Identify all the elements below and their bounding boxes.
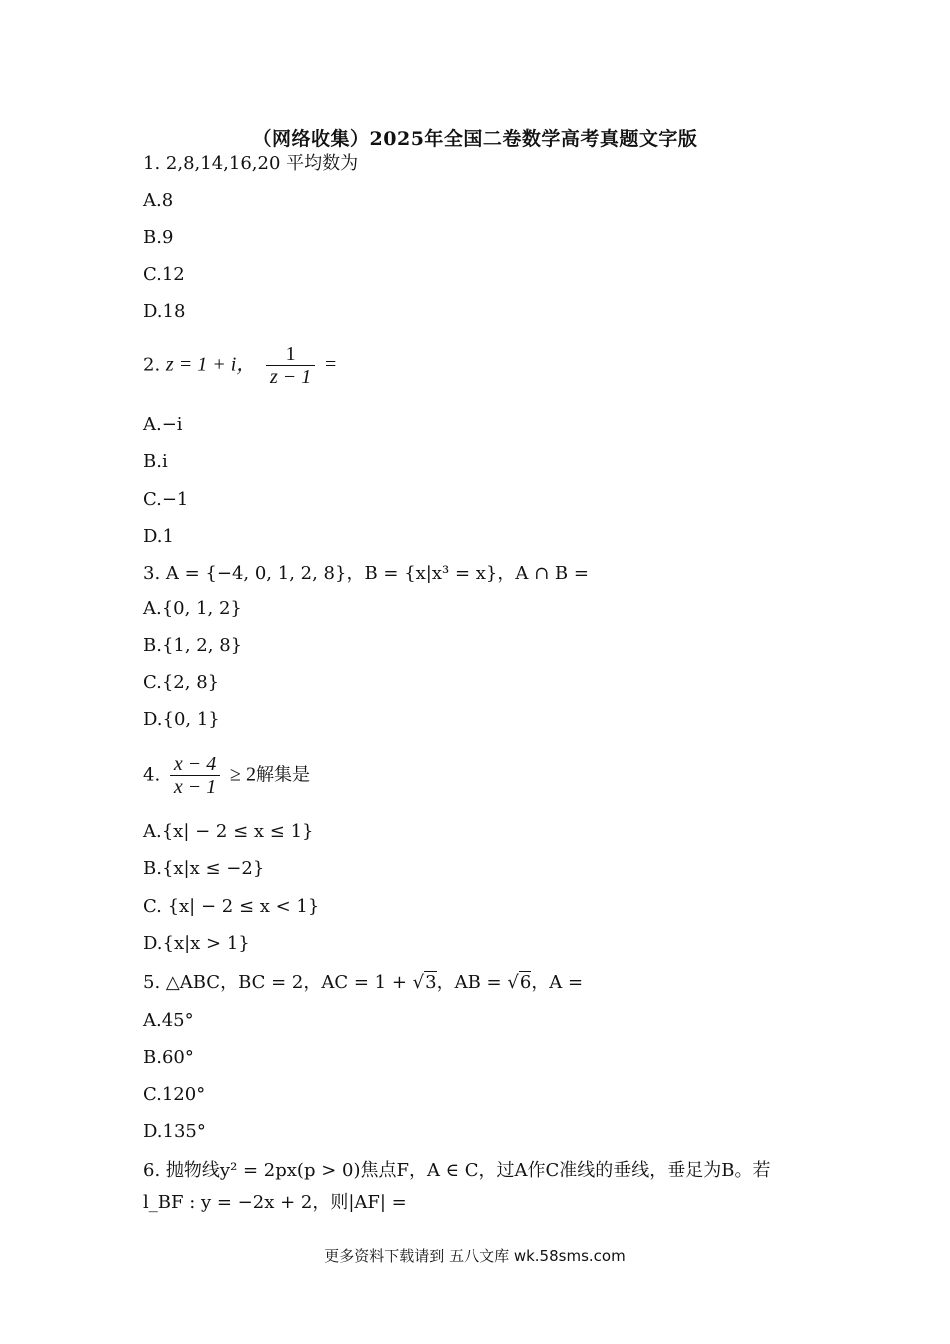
- question-2-option-a: A.−i: [143, 414, 183, 435]
- question-2-option-b: B.i: [143, 451, 168, 472]
- question-1-option-b: B.9: [143, 227, 174, 248]
- question-5-option-a: A.45°: [143, 1010, 194, 1031]
- question-4-stem: [143, 753, 310, 798]
- question-3-option-c: C.{2, 8}: [143, 672, 220, 693]
- question-1-option-d: D.18: [143, 301, 186, 322]
- question-2-equals: =: [325, 353, 337, 376]
- question-1-option-a: A.8: [143, 190, 174, 211]
- question-5-end: ，A =: [531, 972, 584, 993]
- question-5-mid: ，AB =: [436, 972, 508, 993]
- fraction-denominator: z − 1: [266, 365, 315, 388]
- question-2-number: 2.: [143, 354, 161, 376]
- question-2-condition: z = 1 + i，: [165, 353, 257, 376]
- question-4-suffix: 解集是: [256, 764, 311, 786]
- question-1-stem: 1. 2,8,14,16,20 平均数为: [143, 153, 359, 174]
- question-4-number: 4.: [143, 764, 161, 786]
- question-4-fraction: [170, 753, 220, 798]
- question-3-option-b: B.{1, 2, 8}: [143, 635, 243, 656]
- page-title: （网络收集）2025年全国二卷数学高考真题文字版: [252, 128, 698, 150]
- question-4-option-a: A.{x| − 2 ≤ x ≤ 1}: [143, 821, 314, 842]
- question-5-option-d: D.135°: [143, 1121, 206, 1142]
- question-5-option-b: B.60°: [143, 1047, 194, 1068]
- question-3-stem: 3. A = {−4, 0, 1, 2, 8}，B = {x|x³ = x}，A ∩ B =: [143, 563, 589, 584]
- question-3-option-a: A.{0, 1, 2}: [143, 598, 242, 619]
- question-4-inequality: ≥ 2: [230, 763, 257, 786]
- question-5-lead: 5. △ABC，BC = 2，AC = 1 +: [143, 972, 413, 993]
- question-4-option-d: D.{x|x > 1}: [143, 933, 250, 954]
- question-1-option-c: C.12: [143, 264, 185, 285]
- footer-link-text: 更多资料下载请到 五八文库 wk.58sms.com: [324, 1247, 626, 1265]
- fraction-denominator: x − 1: [170, 775, 220, 798]
- fraction-numerator: 1: [285, 343, 296, 365]
- fraction-numerator: x − 4: [173, 753, 217, 775]
- question-5-option-c: C.120°: [143, 1084, 206, 1105]
- question-5-stem: [143, 971, 583, 995]
- question-4-option-b: B.{x|x ≤ −2}: [143, 858, 265, 879]
- question-2-fraction: [266, 343, 315, 388]
- question-4-option-c: C. {x| − 2 ≤ x < 1}: [143, 896, 320, 917]
- question-3-option-d: D.{0, 1}: [143, 709, 220, 730]
- sqrt-6: √6: [507, 972, 532, 993]
- question-2-stem: [143, 343, 336, 388]
- question-2-option-d: D.1: [143, 526, 174, 547]
- question-6-line-2: l_BF : y = −2x + 2，则|AF| =: [143, 1192, 407, 1213]
- question-2-option-c: C.−1: [143, 489, 189, 510]
- sqrt-3: √3: [412, 972, 437, 993]
- question-6-line-1: 6. 抛物线y² = 2px(p > 0)焦点F，A ∈ C，过A作C准线的垂线，垂足为B。若: [143, 1160, 771, 1181]
